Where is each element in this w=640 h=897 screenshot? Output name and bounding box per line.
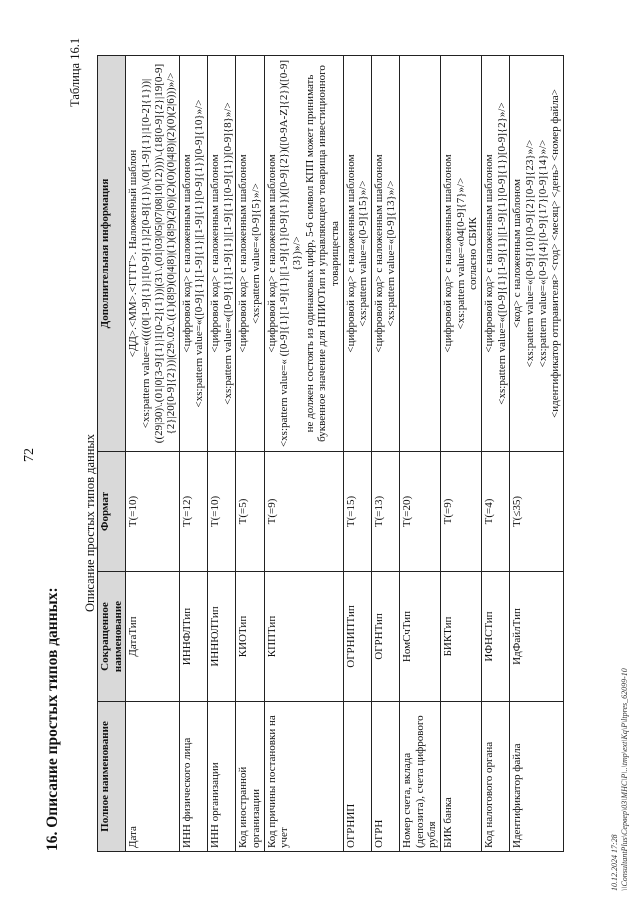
header-short-name: Сокращенное наименование: [98, 572, 126, 702]
cell-additional-info: [481, 56, 509, 452]
info-line: не должен состоять из одинаковых цифр, 5-6 символ КПП может принимать буквенное значение для НПИОТип и управляющего товарища инвестиционного товарищества: [303, 65, 341, 442]
footer-date: 10.12.2024 17:28: [610, 834, 619, 891]
table-row: [510, 56, 564, 852]
table-row: [343, 56, 371, 852]
header-format: Формат: [98, 452, 126, 572]
cell-format: T(=12): [179, 452, 207, 572]
info-line: <цифровой код> с наложенным шаблоном: [237, 154, 250, 353]
info-line: <цифровой код> с наложенным шаблоном: [372, 154, 385, 353]
cell-format: T(=9): [441, 452, 482, 572]
table-header-row: [98, 56, 126, 852]
cell-short-name: ИННЮЛТип: [208, 572, 236, 702]
table-row: [481, 56, 509, 852]
cell-short-name: КИОТип: [236, 572, 264, 702]
table-row: [236, 56, 264, 852]
cell-full-name: ОГРН: [371, 702, 399, 852]
cell-format: T(≤35): [510, 452, 564, 572]
cell-additional-info: [236, 56, 264, 452]
cell-additional-info: [343, 56, 371, 452]
footer-path: \\ConsultantPlus\Сервер\03\МНС\Р\..\tmp\ext\Kq\Р\ltpres_62099-10: [620, 668, 629, 891]
cell-short-name: ИННФЛТип: [179, 572, 207, 702]
cell-short-name: НомСчТип: [400, 572, 441, 702]
table-row: [264, 56, 343, 852]
cell-format: T(=4): [481, 452, 509, 572]
cell-full-name: Код иностранной организации: [236, 702, 264, 852]
footer-stamp: [610, 668, 630, 891]
table-row: [441, 56, 482, 852]
cell-full-name: Код налогового органа: [481, 702, 509, 852]
info-line: <xs:pattern value=«([0-9]{1}[1-9]{1}|[1-9]{1}[0-9]{1})[0-9]{10}»/>: [193, 99, 206, 408]
info-line: <цифровой код> с наложенным шаблоном: [442, 154, 455, 353]
page-number: 72: [22, 448, 37, 462]
table-row: [208, 56, 236, 852]
info-line: <xs:pattern value=«[0-9]{15}»/>: [357, 180, 370, 327]
cell-additional-info: [264, 56, 343, 452]
cell-short-name: ИдФайлТип: [510, 572, 564, 702]
cell-additional-info: [400, 56, 441, 452]
cell-format: T(=10): [126, 452, 180, 572]
info-line: <цифровой код> с наложенным шаблоном: [344, 154, 357, 353]
cell-short-name: КППТип: [264, 572, 343, 702]
cell-format: T(=15): [343, 452, 371, 572]
cell-additional-info: [441, 56, 482, 452]
cell-short-name: ОГРНИПТип: [343, 572, 371, 702]
table-row: [126, 56, 180, 852]
cell-format: T(=13): [371, 452, 399, 572]
info-line: <xs:pattern value=«([0-9]{1}[1-9]{1}|[1-9]{1}[0-9]{1})[0-9]{8}»/>: [221, 102, 234, 405]
info-line: <код> с наложенным шаблоном: [511, 179, 524, 328]
cell-full-name: Номер счета, вклада (депозита), счета цифрового рубля: [400, 702, 441, 852]
cell-additional-info: [510, 56, 564, 452]
table-row: [179, 56, 207, 852]
info-line: <xs:pattern value=« ([0-9]{1}[1-9]{1}|[1-9]{1}[0-9]{1})([0-9]{2})([0-9A-Z]{2})([0-9]{3})»/>: [278, 59, 303, 448]
info-line: <xs:pattern value=«[0-9]{5}»/>: [250, 183, 263, 324]
cell-full-name: Код причины постановки на учет: [264, 702, 343, 852]
info-line: <цифровой код> с наложенным шаблоном: [482, 154, 495, 353]
cell-format: T(=10): [208, 452, 236, 572]
info-line: <цифровой код> с наложенным шаблоном: [265, 154, 278, 353]
header-full-name: Полное наименование: [98, 702, 126, 852]
cell-additional-info: [126, 56, 180, 452]
table-subtitle: Описание простых типов данных: [83, 433, 97, 612]
cell-full-name: БИК банка: [441, 702, 482, 852]
info-line: <xs:pattern value=«([0-9]{1}[1-9]{1}|[1-9]{1}[0-9]{1})[0-9]{2}»/>: [495, 102, 508, 405]
info-line: <цифровой код> с наложенным шаблоном: [180, 154, 193, 353]
table-caption: Таблица 16.1: [68, 37, 82, 107]
cell-short-name: ИФНСТип: [481, 572, 509, 702]
info-line: <идентификатор отправителя> <год> <месяц> <день> <номер файла>: [549, 89, 562, 418]
cell-short-name: БИКТип: [441, 572, 482, 702]
cell-full-name: ИНН физического лица: [179, 702, 207, 852]
table-body: [126, 56, 564, 852]
info-line: <xs:pattern value=«[0-9]{4}[0-9]{17}[0-9]{14}»/>: [536, 139, 549, 368]
cell-additional-info: [371, 56, 399, 452]
cell-additional-info: [208, 56, 236, 452]
info-line: <xs:pattern value=«((((0[1-9]{1}|1[0-9]{1}|2[0-8]{1})\.(0[1-9]{1}|1[0-2]{1}))|((29|30)\.(01|0[3-9]{1}|1[0-2]{1}))|(31\.(01|03|05|07|08|10|12))))\.(18[0-9]{2}|19[0-9]{2}|20[0-9]{2}))|(29\.02\.((1)(8|9)(0|4|8)|(1)(8|9)(2|6)|(2)(0)(0|4|8)|(2)(0)(2|6)))»/>: [139, 63, 178, 444]
table-row: [400, 56, 441, 852]
cell-short-name: ДатаТип: [126, 572, 180, 702]
info-line: <xs:pattern value=«[0-9]{13}»/>: [385, 180, 398, 327]
info-line: <ДД>.<ММ>.<ГГГГ>. Наложенный шаблон: [127, 149, 140, 358]
data-types-table: [97, 55, 564, 852]
cell-format: T(=9): [264, 452, 343, 572]
cell-full-name: ОГРНИП: [343, 702, 371, 852]
info-line: <цифровой код> с наложенным шаблоном: [209, 154, 222, 353]
cell-format: T(=5): [236, 452, 264, 572]
info-line: согласно СБИК: [467, 217, 480, 290]
page-title: 16. Описание простых типов данных:: [44, 587, 61, 851]
cell-full-name: Дата: [126, 702, 180, 852]
cell-short-name: ОГРНТип: [371, 572, 399, 702]
info-line: <xs:pattern value=«[0-9]{10}[0-9]{2}[0-9]{23}»/>: [523, 139, 536, 368]
header-additional-info: Дополнительная информация: [98, 56, 126, 452]
cell-additional-info: [179, 56, 207, 452]
cell-full-name: Идентификатор файла: [510, 702, 564, 852]
table-row: [371, 56, 399, 852]
info-line: <xs:pattern value=«04[0-9]{7}»/>: [454, 177, 467, 330]
cell-full-name: ИНН организации: [208, 702, 236, 852]
cell-format: T(=20): [400, 452, 441, 572]
